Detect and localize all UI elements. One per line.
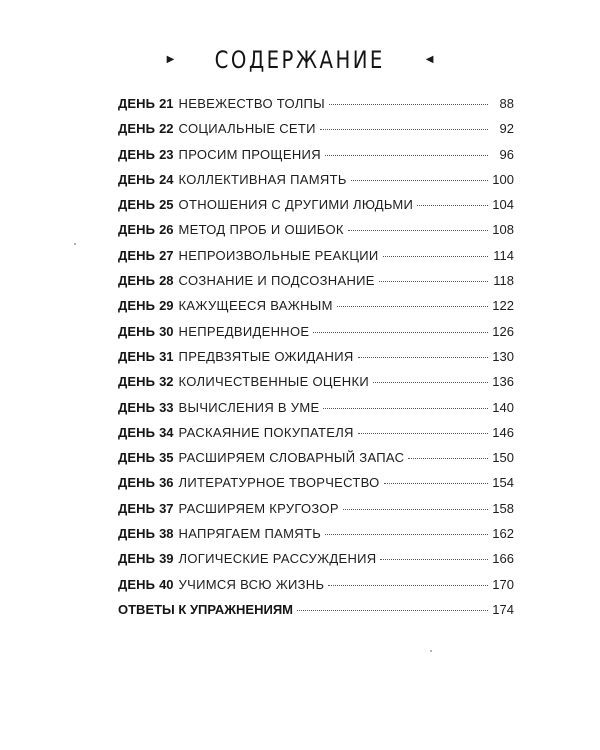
day-label: ДЕНЬ: [118, 247, 156, 263]
toc-entry: [118, 147, 514, 172]
day-label: ДЕНЬ: [118, 121, 156, 137]
day-label: ДЕНЬ: [118, 96, 156, 111]
entry-title: ОТВЕТЫ К УПРАЖНЕНИЯМ: [118, 601, 293, 617]
entry-title: ОТНОШЕНИЯ С ДРУГИМИ ЛЮДЬМИ: [178, 197, 414, 213]
page-number: 166: [492, 551, 514, 567]
page-number: 130: [492, 348, 514, 364]
day-label: ДЕНЬ: [118, 450, 156, 466]
toc-entry: [118, 475, 514, 500]
toc-entry: [118, 349, 514, 374]
page-number: 96: [499, 146, 514, 162]
toc-entry: [118, 96, 514, 121]
dot-leader: [373, 382, 488, 383]
page-number: 92: [499, 121, 514, 137]
table-of-contents: [118, 96, 514, 627]
day-number: 29: [159, 298, 174, 314]
day-number: 39: [159, 551, 174, 567]
page-number: 100: [492, 171, 514, 187]
dot-leader: [358, 357, 488, 358]
entry-title: РАСШИРЯЕМ СЛОВАРНЫЙ ЗАПАС: [178, 450, 405, 466]
dot-leader: [343, 509, 488, 510]
day-number: 21: [159, 96, 174, 111]
toc-entry: [118, 172, 514, 197]
scan-speck: [74, 243, 76, 245]
dot-leader: [329, 104, 488, 105]
entry-title: КОЛЛЕКТИВНАЯ ПАМЯТЬ: [178, 171, 347, 187]
day-number: 38: [159, 526, 174, 542]
toc-entry: [118, 400, 514, 425]
entry-title: МЕТОД ПРОБ И ОШИБОК: [178, 222, 344, 238]
day-number: 27: [159, 247, 174, 263]
toc-entry: [118, 374, 514, 399]
entry-title: КОЛИЧЕСТВЕННЫЕ ОЦЕНКИ: [178, 374, 369, 390]
dot-leader: [297, 610, 488, 611]
page-number: 158: [492, 500, 514, 516]
page-number: 108: [492, 222, 514, 238]
entry-title: КАЖУЩЕЕСЯ ВАЖНЫМ: [178, 298, 333, 314]
entry-title: УЧИМСЯ ВСЮ ЖИЗНЬ: [178, 576, 325, 592]
toc-entry: [118, 551, 514, 576]
dot-leader: [328, 585, 488, 586]
day-number: 34: [159, 424, 174, 440]
toc-entry: [118, 425, 514, 450]
day-label: ДЕНЬ: [118, 500, 156, 516]
page-number: 104: [492, 197, 514, 213]
page-number: 88: [499, 96, 514, 111]
scan-speck: [430, 650, 432, 652]
day-label: ДЕНЬ: [118, 551, 156, 567]
day-number: 33: [159, 399, 174, 415]
entry-title: ПРОСИМ ПРОЩЕНИЯ: [178, 146, 321, 162]
page-number: 146: [492, 424, 514, 440]
day-number: 35: [159, 450, 174, 466]
page-number: 162: [492, 526, 514, 542]
dot-leader: [320, 129, 488, 130]
dot-leader: [358, 433, 488, 434]
day-label: ДЕНЬ: [118, 171, 156, 187]
page-number: 174: [492, 601, 514, 617]
triangle-left-icon: ◀: [425, 54, 434, 65]
entry-title: НЕПРОИЗВОЛЬНЫЕ РЕАКЦИИ: [178, 247, 379, 263]
page-header: [0, 42, 600, 78]
day-number: 32: [159, 374, 174, 390]
toc-entry: [118, 197, 514, 222]
day-label: ДЕНЬ: [118, 273, 156, 289]
dot-leader: [380, 559, 488, 560]
toc-entry: [118, 526, 514, 551]
dot-leader: [348, 230, 488, 231]
day-label: ДЕНЬ: [118, 222, 156, 238]
toc-entry: [118, 298, 514, 323]
toc-entry: [118, 501, 514, 526]
dot-leader: [325, 155, 488, 156]
day-label: ДЕНЬ: [118, 348, 156, 364]
entry-title: НЕВЕЖЕСТВО ТОЛПЫ: [178, 96, 325, 111]
day-number: 30: [159, 323, 174, 339]
entry-title: ВЫЧИСЛЕНИЯ В УМЕ: [178, 399, 320, 415]
entry-title: ПРЕДВЗЯТЫЕ ОЖИДАНИЯ: [178, 348, 354, 364]
toc-entry: [118, 248, 514, 273]
day-label: ДЕНЬ: [118, 197, 156, 213]
dot-leader: [417, 205, 488, 206]
dot-leader: [384, 483, 488, 484]
day-number: 23: [159, 146, 174, 162]
day-label: ДЕНЬ: [118, 146, 156, 162]
day-number: 37: [159, 500, 174, 516]
day-label: ДЕНЬ: [118, 475, 156, 491]
toc-entry-answers: [118, 602, 514, 627]
entry-title: НАПРЯГАЕМ ПАМЯТЬ: [178, 526, 322, 542]
page-number: 122: [492, 298, 514, 314]
triangle-right-icon: ▶: [166, 54, 175, 65]
entry-title: НЕПРЕДВИДЕННОЕ: [178, 323, 310, 339]
page-number: 150: [492, 450, 514, 466]
entry-title: РАСКАЯНИЕ ПОКУПАТЕЛЯ: [178, 424, 354, 440]
day-number: 36: [159, 475, 174, 491]
day-label: ДЕНЬ: [118, 323, 156, 339]
page-number: 114: [493, 247, 514, 263]
dot-leader: [323, 408, 488, 409]
day-label: ДЕНЬ: [118, 399, 156, 415]
page-number: 126: [492, 323, 514, 339]
entry-title: СОЦИАЛЬНЫЕ СЕТИ: [178, 121, 316, 137]
day-number: 28: [159, 273, 174, 289]
day-number: 25: [159, 197, 174, 213]
page-number: 170: [492, 576, 514, 592]
page-number: 154: [492, 475, 514, 491]
day-number: 22: [159, 121, 174, 137]
day-label: ДЕНЬ: [118, 374, 156, 390]
toc-entry: [118, 577, 514, 602]
toc-entry: [118, 121, 514, 146]
day-label: ДЕНЬ: [118, 424, 156, 440]
day-number: 40: [159, 576, 174, 592]
page-number: 136: [492, 374, 514, 390]
dot-leader: [313, 332, 488, 333]
entry-title: ЛОГИЧЕСКИЕ РАССУЖДЕНИЯ: [178, 551, 377, 567]
dot-leader: [379, 281, 488, 282]
toc-entry: [118, 450, 514, 475]
dot-leader: [351, 180, 488, 181]
dot-leader: [337, 306, 488, 307]
toc-entry: [118, 222, 514, 247]
day-label: ДЕНЬ: [118, 576, 156, 592]
entry-title: СОЗНАНИЕ И ПОДСОЗНАНИЕ: [178, 273, 375, 289]
day-number: 31: [159, 348, 174, 364]
day-label: ДЕНЬ: [118, 526, 156, 542]
entry-title: РАСШИРЯЕМ КРУГОЗОР: [178, 500, 339, 516]
dot-leader: [325, 534, 488, 535]
dot-leader: [383, 256, 488, 257]
page-number: 140: [492, 399, 514, 415]
dot-leader: [408, 458, 488, 459]
toc-entry: [118, 324, 514, 349]
day-number: 24: [159, 171, 174, 187]
toc-entry: [118, 273, 514, 298]
page-title: СОДЕРЖАНИЕ: [214, 46, 386, 74]
page-number: 118: [493, 273, 514, 289]
entry-title: ЛИТЕРАТУРНОЕ ТВОРЧЕСТВО: [178, 475, 380, 491]
day-label: ДЕНЬ: [118, 298, 156, 314]
day-number: 26: [159, 222, 174, 238]
